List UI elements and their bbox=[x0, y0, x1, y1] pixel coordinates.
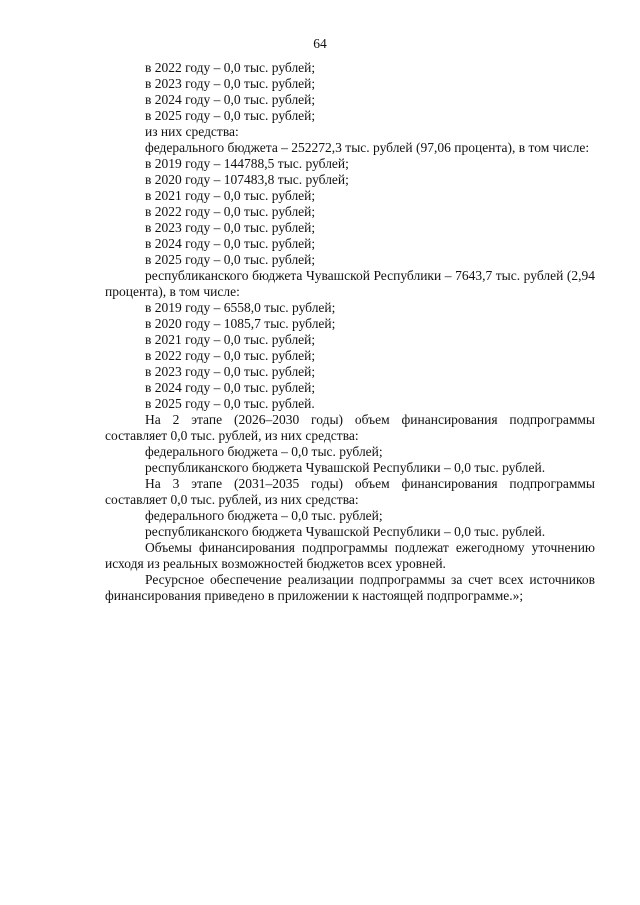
paragraph: в 2021 году – 0,0 тыс. рублей; bbox=[145, 332, 316, 347]
paragraph: в 2020 году – 107483,8 тыс. рублей; bbox=[145, 172, 349, 187]
paragraph: в 2021 году – 0,0 тыс. рублей; bbox=[145, 188, 316, 203]
paragraph: в 2022 году – 0,0 тыс. рублей; bbox=[145, 204, 316, 219]
paragraph: Ресурсное обеспечение реализации подпрограммы за счет всех источников финансирования приведено в приложении к настоящей подпрограмме.»; bbox=[105, 572, 595, 603]
paragraph: в 2024 году – 0,0 тыс. рублей; bbox=[145, 236, 316, 251]
paragraph: в 2019 году – 144788,5 тыс. рублей; bbox=[145, 156, 349, 171]
paragraph: федерального бюджета – 252272,3 тыс. рублей (97,06 процента), в том числе: bbox=[145, 140, 590, 155]
paragraph: в 2025 году – 0,0 тыс. рублей; bbox=[145, 108, 316, 123]
paragraph: в 2020 году – 1085,7 тыс. рублей; bbox=[145, 316, 336, 331]
paragraph: в 2022 году – 0,0 тыс. рублей; bbox=[145, 348, 316, 363]
paragraph: республиканского бюджета Чувашской Республики – 0,0 тыс. рублей. bbox=[145, 460, 546, 475]
paragraph: Объемы финансирования подпрограммы подлежат ежегодному уточнению исходя из реальных возможностей бюджетов всех уровней. bbox=[105, 540, 595, 571]
paragraph: в 2019 году – 6558,0 тыс. рублей; bbox=[145, 300, 336, 315]
paragraph: федерального бюджета – 0,0 тыс. рублей; bbox=[145, 508, 383, 523]
paragraph: в 2022 году – 0,0 тыс. рублей; bbox=[145, 60, 316, 75]
paragraph: федерального бюджета – 0,0 тыс. рублей; bbox=[145, 444, 383, 459]
page-number: 64 bbox=[313, 36, 327, 51]
paragraph: в 2024 году – 0,0 тыс. рублей; bbox=[145, 92, 316, 107]
paragraph: в 2025 году – 0,0 тыс. рублей; bbox=[145, 252, 316, 267]
paragraph: На 3 этапе (2031–2035 годы) объем финансирования подпрограммы составляет 0,0 тыс. рублей, из них средства: bbox=[105, 476, 595, 507]
paragraph: из них средства: bbox=[145, 124, 239, 139]
paragraph: в 2023 году – 0,0 тыс. рублей; bbox=[145, 220, 316, 235]
paragraph: в 2024 году – 0,0 тыс. рублей; bbox=[145, 380, 316, 395]
paragraph: республиканского бюджета Чувашской Республики – 0,0 тыс. рублей. bbox=[145, 524, 546, 539]
paragraph: На 2 этапе (2026–2030 годы) объем финансирования подпрограммы составляет 0,0 тыс. рублей, из них средства: bbox=[105, 412, 595, 443]
paragraph: в 2023 году – 0,0 тыс. рублей; bbox=[145, 364, 316, 379]
paragraph: в 2025 году – 0,0 тыс. рублей. bbox=[145, 396, 315, 411]
paragraph: в 2023 году – 0,0 тыс. рублей; bbox=[145, 76, 316, 91]
document-body bbox=[105, 60, 595, 604]
paragraph: республиканского бюджета Чувашской Республики – 7643,7 тыс. рублей (2,94 процента), в том числе: bbox=[105, 268, 595, 299]
